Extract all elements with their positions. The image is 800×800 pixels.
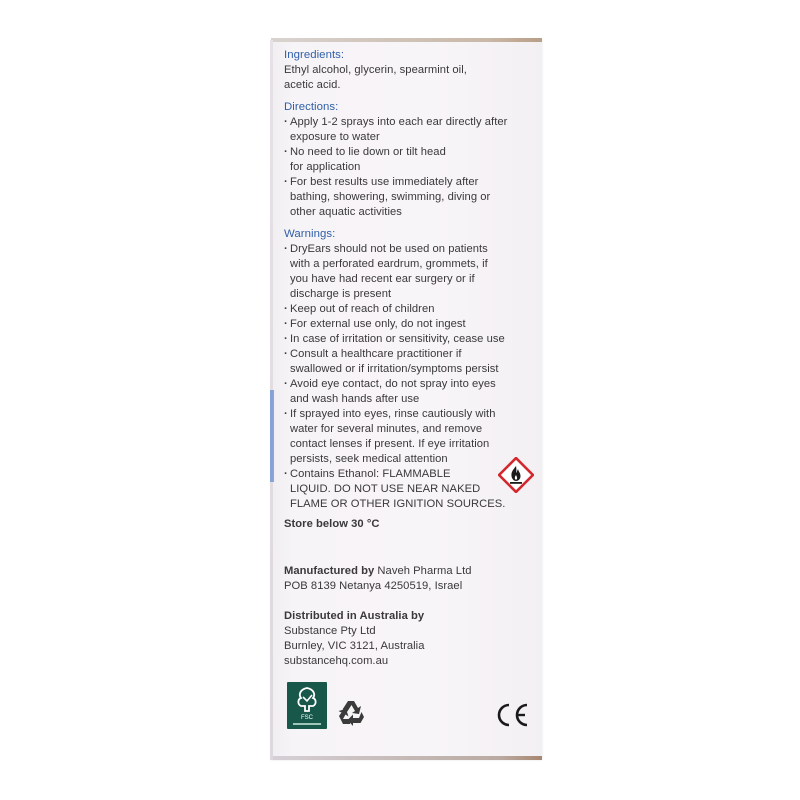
fsc-label: FSC (301, 715, 313, 721)
directions-heading: Directions: (284, 101, 339, 113)
fsc-logo (287, 682, 327, 729)
flammable-hazard-icon (498, 457, 534, 493)
manufacturer-address: POB 8139 Netanya 4250519, Israel (284, 580, 463, 592)
recycle-icon (335, 697, 367, 729)
fsc-tree-icon (287, 685, 327, 715)
list-item: · For best results use immediately after bathing, showering, swimming, diving or other aquatic activities (284, 175, 540, 220)
list-item: · In case of irritation or sensitivity, cease use (284, 332, 540, 347)
list-item: · For external use only, do not ingest (284, 317, 540, 332)
manufacturer-label: Manufactured by (284, 565, 375, 577)
list-item: · Apply 1-2 sprays into each ear directly after exposure to water (284, 115, 540, 145)
list-item: · Consult a healthcare practitioner if swallowed or if irritation/symptoms persist (284, 347, 540, 377)
list-item: · Keep out of reach of children (284, 302, 540, 317)
directions-list (284, 115, 540, 220)
fsc-license-strip (293, 723, 321, 725)
ingredients-line: Ethyl alcohol, glycerin, spearmint oil, (284, 64, 467, 76)
ingredients-line: acetic acid. (284, 79, 341, 91)
distributor-line: Substance Pty Ltd (284, 625, 376, 637)
side-accent-strip (270, 390, 274, 482)
ingredients-heading: Ingredients: (284, 49, 345, 61)
storage-note: Store below 30 °C (284, 518, 380, 530)
manufacturer-name: Naveh Pharma Ltd (374, 565, 472, 577)
distributor-website: substancehq.com.au (284, 655, 389, 667)
label-text (284, 48, 540, 669)
distributor-label: Distributed in Australia by (284, 610, 425, 622)
list-item: · No need to lie down or tilt head for application (284, 145, 540, 175)
list-item: · If sprayed into eyes, rinse cautiously with water for several minutes, and remove contact lenses if present. If eye irritation persists, seek medical attention (284, 407, 540, 467)
list-item: · Avoid eye contact, do not spray into eyes and wash hands after use (284, 377, 540, 407)
manufacturer-line (284, 564, 540, 579)
box-bottom-edge (271, 756, 542, 760)
ce-mark-icon (494, 702, 530, 728)
list-item: · DryEars should not be used on patients with a perforated eardrum, grommets, if you have had recent ear surgery or if discharge is present (284, 242, 540, 302)
warnings-heading: Warnings: (284, 228, 336, 240)
box-top-edge (271, 38, 542, 42)
distributor-line: Burnley, VIC 3121, Australia (284, 640, 425, 652)
list-item: · Contains Ethanol: FLAMMABLE LIQUID. DO NOT USE NEAR NAKED FLAME OR OTHER IGNITION SOURCES. (284, 467, 540, 512)
